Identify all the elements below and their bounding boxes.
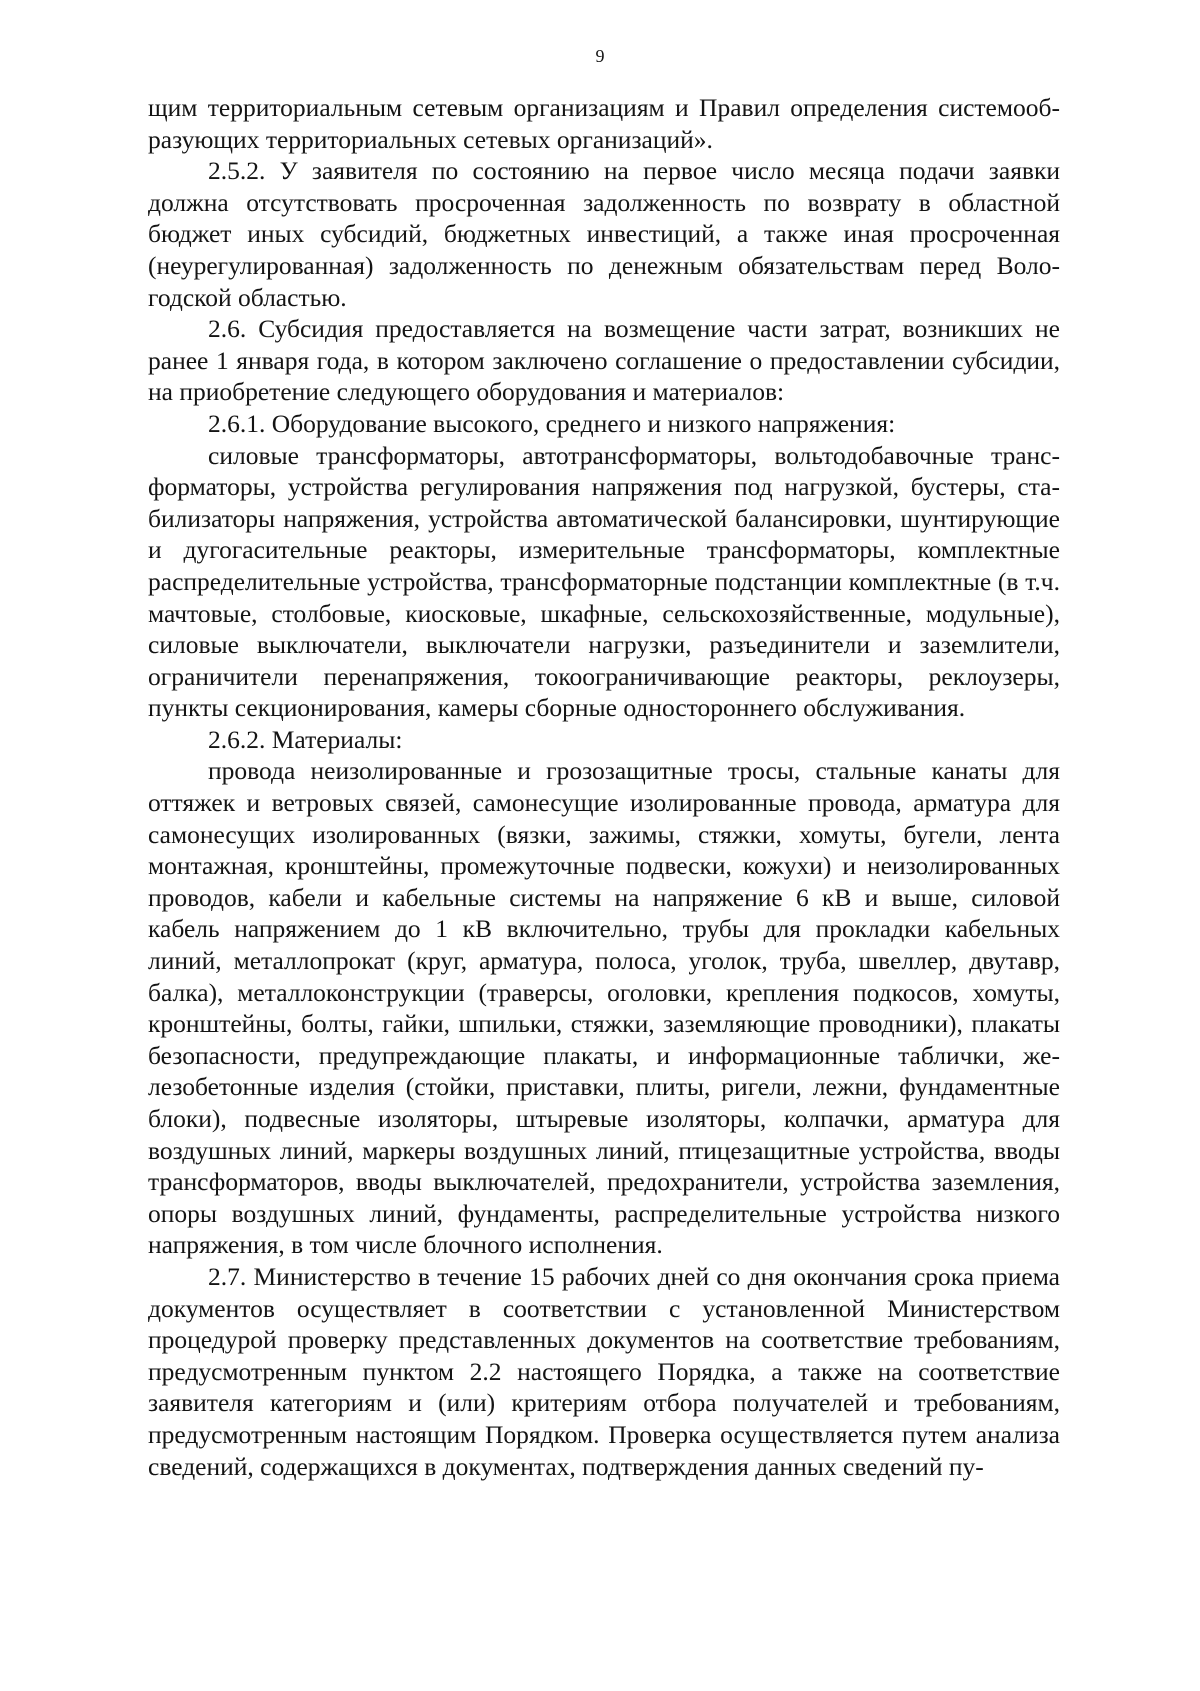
document-body bbox=[148, 92, 1060, 1482]
paragraph-materials-list: провода неизолированные и грозозащитные тросы, стальные канаты для оттяжек и ветровых связей, самонесущие изолированные провода, арматура для самонесущих изолированных (вязки, зажимы, стяжки, хомуты, бугели, лента монтажная, кронштейны, промежуточные подвески, кожухи) и неизолированных проводов, кабели и кабельные системы на напряжение 6 кВ и выше, силовой кабель напряжением до 1 кВ включительно, трубы для прокладки кабельных линий, металлопрокат (круг, арматура, полоса, уголок, труба, швеллер, двутавр, балка), металлоконструкции (траверсы, оголовки, крепления подкосов, хомуты, кронштейны, болты, гайки, шпильки, стяжки, заземляющие проводники), плакаты безопасности, предупреждающие плакаты, и информационные таблички, железобетонные изделия (стойки, приставки, плиты, ригели, лежни, фундаментные блоки), подвесные изоляторы, штыревые изоляторы, колпачки, арматура для воздушных линий, маркеры воздушных линий, птицезащитные устройства, вводы трансформаторов, вводы выключателей, предохранители, устройства заземления, опоры воздушных линий, фундаменты, распределительные устройства низкого напряжения, в том числе блочного исполнения. bbox=[148, 756, 1060, 1260]
paragraph-2-6-1-heading: 2.6.1. Оборудование высокого, среднего и низкого напряжения: bbox=[208, 408, 896, 438]
paragraph-2-5-2: 2.5.2. У заявителя по состоянию на первое число месяца подачи заявки должна отсутствовать просроченная задолженность по возврату в областной бюджет иных субсидий, бюджетных инвестиций, а также иная просроченная (неурегулированная) задолженность по денежным обязательствам перед Вологодской областью. bbox=[148, 156, 1060, 312]
paragraph-2-6: 2.6. Субсидия предоставляется на возмещение части затрат, возникших не ранее 1 января года, в котором заключено соглашение о предоставлении субсидии, на приобретение следующего оборудования и материалов: bbox=[148, 314, 1060, 407]
paragraph-2-6-2-heading: 2.6.2. Материалы: bbox=[208, 724, 403, 754]
paragraph-equipment-list: силовые трансформаторы, автотрансформаторы, вольтодобавочные трансформаторы, устройства регулирования напряжения под нагрузкой, бустеры, стабилизаторы напряжения, устройства автоматической балансировки, шунтирующие и дугогасительные реакторы, измерительные трансформаторы, комплектные распределительные устройства, трансформаторные подстанции комплектные (в т.ч. мачтовые, столбовые, киосковые, шкафные, сельскохозяйственные, модульные), силовые выключатели, выключатели нагрузки, разъединители и заземлители, ограничители перенапряжения, токоограничивающие реакторы, реклоузеры, пункты секционирования, камеры сборные одностороннего обслуживания. bbox=[148, 440, 1060, 723]
page-number: 9 bbox=[595, 46, 605, 66]
paragraph-2-7: 2.7. Министерство в течение 15 рабочих дней со дня окончания срока приема документов осуществляет в соответствии с установленной Министерством процедурой проверку представленных документов на соответствие требованиям, предусмотренным пунктом 2.2 настоящего Порядка, а также на соответствие заявителя категориям и (или) критериям отбора получателей и требованиям, предусмотренным настоящим Порядком. Проверка осуществляется путем анализа сведений, содержащихся в документах, подтверждения данных сведений пу- bbox=[148, 1261, 1060, 1481]
paragraph-continuation: щим территориальным сетевым организациям и Правил определения системообразующих территориальных сетевых организаций». bbox=[148, 93, 1060, 154]
